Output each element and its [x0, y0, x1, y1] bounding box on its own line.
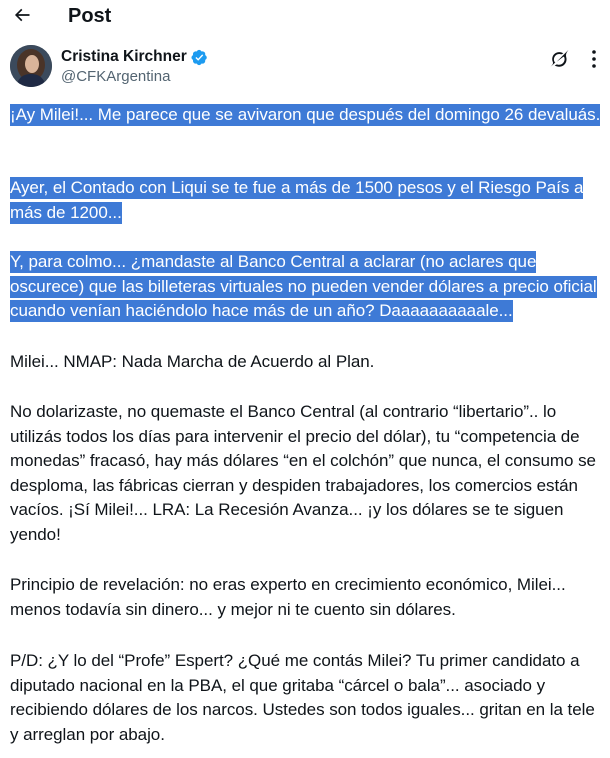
post-paragraph: Milei... NMAP: Nada Marcha de Acuerdo al Plan.	[10, 352, 375, 371]
selected-text: Y, para colmo... ¿mandaste al Banco Central a aclarar (no aclares que oscurece) que las billeteras virtuales no pueden vender dólares a precio oficial cuando venían haciéndolo hace más de un año? Daaaaaaaaaale...	[10, 252, 597, 321]
selected-text: Ayer, el Contado con Liqui se te fue a más de 1500 pesos y el Riesgo País a más de 1200...	[10, 178, 584, 222]
verified-badge-icon	[191, 49, 208, 66]
grok-button[interactable]	[548, 48, 570, 70]
selected-text: ¡Ay Milei!... Me parece que se avivaron que después del domingo 26 devaluás.	[10, 105, 601, 124]
author-name[interactable]: Cristina Kirchner	[61, 48, 187, 65]
post-paragraph: Principio de revelación: no eras experto en crecimiento económico, Milei... menos todavía sin dinero... y mejor ni te cuento sin dólares.	[10, 575, 566, 619]
post-paragraph-selected-1	[10, 103, 606, 128]
post-paragraph: P/D: ¿Y lo del “Profe” Espert? ¿Qué me contás Milei? Tu primer candidato a diputado nacional en la PBA, el que gritaba “cárcel o bala”... asociado y recibiendo dólares de los narcos. Ustedes son todos iguales... gritan en la tele y arreglan por abajo.	[10, 651, 595, 744]
post-header	[0, 0, 610, 34]
page-title: Post	[68, 5, 112, 27]
back-button[interactable]	[8, 1, 36, 29]
post-paragraph-selected-2	[10, 176, 606, 225]
avatar[interactable]	[10, 45, 52, 87]
post-paragraph-selected-3	[10, 250, 606, 324]
more-options-icon	[592, 50, 596, 68]
grok-icon	[549, 49, 569, 69]
more-options-button[interactable]	[584, 48, 604, 70]
arrow-left-icon	[12, 5, 32, 25]
author-name-row	[61, 47, 208, 67]
author-handle[interactable]: @CFKArgentina	[61, 68, 171, 85]
post-paragraph: No dolarizaste, no quemaste el Banco Central (al contrario “libertario”.. lo utilizás todos los días para intervenir el precio del dólar), tu “competencia de monedas” fracasó, hay más dólares “en el colchón” que nunca, el consumo se desploma, las fábricas cierran y despiden trabajadores, los comercios están vacíos. ¡Sí Milei!... LRA: La Recesión Avanza... ¡y los dólares se te siguen yendo!	[10, 402, 596, 544]
